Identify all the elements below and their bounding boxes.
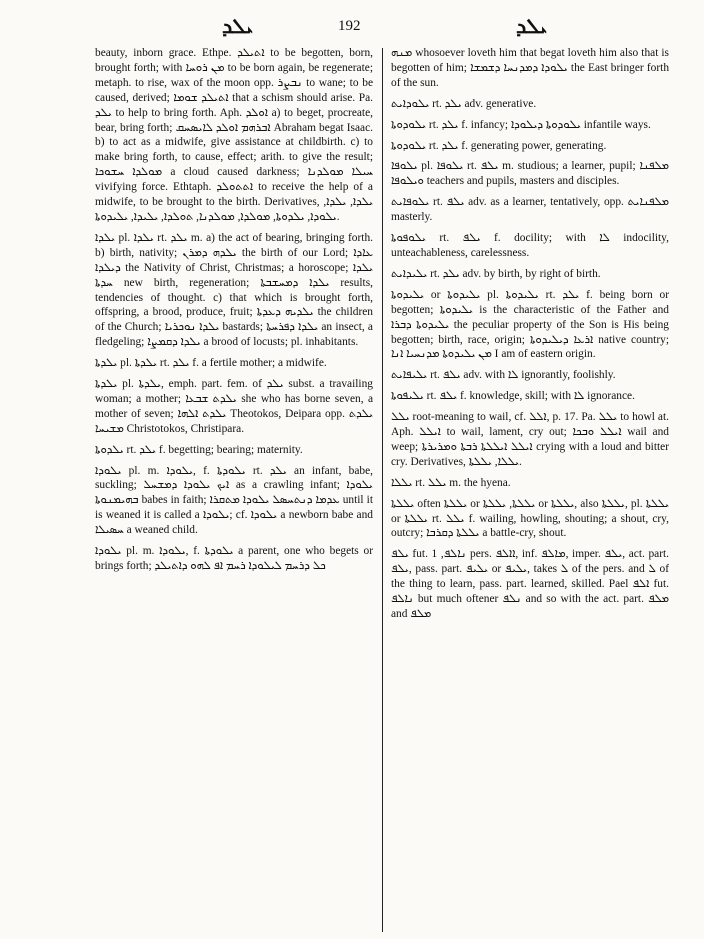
- dictionary-entry: ܝܠܘܦܐ pl. ܝܠܘܦܐ rt. ܝܠܦ m. studious; a learner, pupil; ܡܠܦܢܐ ܘܝܠܘܦܐ teachers and pupils, masters and disciples.: [391, 160, 669, 188]
- dictionary-entry: ܝܠܕܐ pl. ܝܠܕܐ rt. ܝܠܕ m. a) the act of bearing, bringing forth. b) birth, nativity; ܝܠܕܗ ܕܡܪܢ the birth of our Lord; ܥܐܕܐ ܕܝܠܕܐ the Nativity of Christ, Christmas; a horoscope; ܝܠܕܐ ܚܕܬܐ new birth, regeneration; ܝܠܕܐ ܕܡܚܫܒܬܐ results, tendencies of thought. c) that which is brought forth, offspring, a brood, produce, fruit; ܝܠܕܝܗ ܕܥܕܬܐ the children of the Church; ܝܠܕܐ ܢܘܟܪܝܐ bastards; ܝܠܕܐ ܕܦܪܚܬܐ an insect, a fledgeling; ܝܠܕܐ ܕܩܡܨܐ a brood of locusts; pl. inhabitants.: [95, 231, 373, 349]
- right-running-headword: ܝܠܕ: [516, 14, 548, 38]
- dictionary-entry: ܝܠܘܕܐܝܬ rt. ܝܠܕ adv. generative.: [391, 97, 537, 110]
- dictionary-entry: ܝܠܦ fut. ܢܐܠܦ, 1 pers. ܐܐܠܦ, inf. ܡܐܠܦ, imper. ܝܠܦ, act. part. ܝܠܦ, pass. part. ܝܠܝܦ or ܝܠܝܦ, takes ܠ of the pers. and ܠ of the thing to learn, pass. part. learned, skilled. Pael ܐܠܦ fut. ܢܐܠܦ but much oftener ܢܠܦ and so with the act. part. ܡܠܦ and ܡܠܦ: [391, 548, 669, 620]
- dictionary-entry: ܝܠܕܬܐ pl. ܝܠܕܬܐ rt. ܝܠܕ f. a fertile mother; a midwife.: [95, 357, 327, 370]
- column-divider: [382, 48, 383, 932]
- dictionary-entry: beauty, inborn grace. Ethpe. ܐܬܝܠܕ to be begotten, born, brought forth; with ܡܢ ܪܘܚܐ to be born again, be regenerate; metaph. to rise, wax of the moon opp. ܢܒܨܪ to wane; to be caused, derived; ܐܬܝܠܕ ܫܘܡܐ that a schism should arise. Pa. ܝܠܕ to help to bring forth. Aph. ܐܘܠܕ a) to beget, procreate, bear, bring forth; ܐܒܪܗܡ ܐܘܠܕ ܠܐܝܣܚܩ Abraham begat Isaac. b) to act as a midwife, give assistance at childbirth. c) to make bring forth, to cause, effect; arith. to give the result; ܡܘܠܕܐ ܚܫܘܟܐ a cloud caused darkness; ܚܝܠܐ ܡܘܠܕܢܐ vivifying force. Ethtaph. ܐܬܬܘܠܕ to receive the help of a midwife, to be brought to the birth. Derivatives, ܝܠܕܐ, ܝܠܕܐ, ܝܠܘܕܐ, ܝܠܕܘܬܐ, ܡܘܠܕܐ, ܡܘܠܕܢܐ, ܬܘܠܕܐ, ܝܠܝܕܐ, ܝܠܝܕܘܬܐ.: [95, 47, 373, 223]
- dictionary-entry: ܝܠܠܐ rt. ܝܠܠ m. the hyena.: [391, 476, 511, 489]
- dictionary-entry: ܝܠܘܦܐܝܬ rt. ܝܠܦ adv. as a learner, tentatively, opp. ܡܠܦܢܐܝܬ masterly.: [391, 196, 669, 224]
- dictionary-entry: ܝܠܕܘܬܐ rt. ܝܠܕ f. begetting; bearing; maternity.: [95, 443, 303, 456]
- dictionary-entry: ܝܠܕܬܐ pl. ܝܠܕܬܐ, emph. part. fem. of ܝܠܕ subst. a travailing woman; a mother; ܝܠܕܬ ܫܒܥܐ she who has borne seven, a mother of seven; ܝܠܕܬ ܐܠܗܐ Theotokos, Deipara opp. ܝܠܕܬ ܡܫܝܚܐ Christotokos, Christipara.: [95, 378, 373, 435]
- right-column: [391, 46, 669, 930]
- dictionary-entry: ܝܠܝܦܐܝܬ rt. ܝܠܦ adv. with ܠܐ ignorantly, foolishly.: [391, 369, 616, 382]
- left-column: [95, 46, 373, 930]
- page-header: [0, 10, 704, 44]
- dictionary-entry: ܡܢܗ whosoever loveth him that begat loveth him also that is begotten of him; ܝܠܘܕܐ ܕܡܕܢܚܐ ܕܫܡܫܐ the East bringer forth of the sun.: [391, 47, 669, 89]
- dictionary-entry: ܝܠܘܕܐ pl. m. ܝܠܘܕܐ, f. ܝܠܘܕܬܐ a parent, one who begets or brings forth; ܟܠ ܕܪܚܡ ܠܝܠܘܕܐ ܪܚܡ ܐܦ ܠܗܘ ܕܐܬܝܠܕ: [95, 545, 373, 572]
- left-running-headword: ܝܠܕ: [222, 14, 254, 38]
- dictionary-entry: ܝܠܝܕܘܬܐ or ܝܠܝܕܘܬܐ pl. ܝܠܝܕܘܬܐ rt. ܝܠܕ f. being born or begotten; ܝܠܝܕܘܬܐ is the characteristic of the Father and ܝܠܝܕܘܬܐ ܕܒܪܐ the peculiar property of the Son is His being begotten; birth, race, origin; ܐܪܥܐ ܕܝܠܝܕܘܬܐ native country; ܡܢ ܝܠܝܕܘܬܐ ܡܕܢܚܝܐ ܐܢܐ I am of eastern origin.: [391, 288, 669, 361]
- dictionary-entry: ܝܠܠ root-meaning to wail, cf. ܐܠܠ, p. 17. Pa. ܝܠܠ to howl at. Aph. ܐܝܠܠ to wail, lament, cry out; ܐܝܠܠ ܘܒܟܐ wail and weep; ܐܝܠܠ ܐܝܠܠܬܐ ܪܒܬܐ ܘܡܪܝܪܬܐ crying with a loud and bitter cry. Derivatives, ܝܠܠܐ, ܝܠܠܬܐ.: [391, 411, 669, 468]
- dictionary-entry: ܝܠܘܕܘܬܐ rt. ܝܠܕ f. generating power, generating.: [391, 139, 607, 152]
- dictionary-entry: ܝܠܠܬܐ often ܝܠܠܬܐ or ܝܠܠܬܐ, ܝܠܠܬܐ or ܝܠܠܬܐ, also ܝܠܠܬܐ, pl. ܝܠܠܬܐ or ܝܠܠܬܐ rt. ܝܠܠ f. wailing, howling, shouting; a shout, cry, outcry; ܝܠܠܬܐ ܕܩܪܒܐ a battle-cry, shout.: [391, 497, 669, 540]
- dictionary-entry: ܝܠܝܦܘܬܐ rt. ܝܠܦ f. knowledge, skill; with ܠܐ ignorance.: [391, 390, 635, 403]
- dictionary-entry: ܝܠܝܕܐܝܬ rt. ܝܠܕ adv. by birth, by right of birth.: [391, 267, 601, 280]
- dictionary-entry: ܝܠܘܕܘܬܐ rt. ܝܠܕ f. infancy; ܝܠܘܕܘܬܐ ܕܝܠܘܕܐ infantile ways.: [391, 118, 651, 131]
- page-number: 192: [338, 18, 361, 34]
- dictionary-entry: ܝܠܘܕܐ pl. m. ܝܠܘܕܐ, f. ܝܠܘܕܬܐ rt. ܝܠܕ an infant, babe, suckling; ܐܝܟ ܝܠܘܕܐ ܕܡܫܚܠ as a crawling infant; ܝܠܘܕܐ ܒܗܝܡܢܘܬܐ babes in faith; ܥܕܡܐ ܕܢܬܚܣܠ ܝܠܘܕܐ ܡܬܩܪܐ until it is weaned it is called a ܝܠܘܕܐ; cf. ܝܠܘܕܐ a newborn babe and ܚܣܝܠܐ a weaned child.: [95, 464, 373, 537]
- dictionary-entry: ܝܠܘܦܘܬܐ rt. ܝܠܦ f. docility; with ܠܐ indocility, unteachableness, carelessness.: [391, 232, 669, 259]
